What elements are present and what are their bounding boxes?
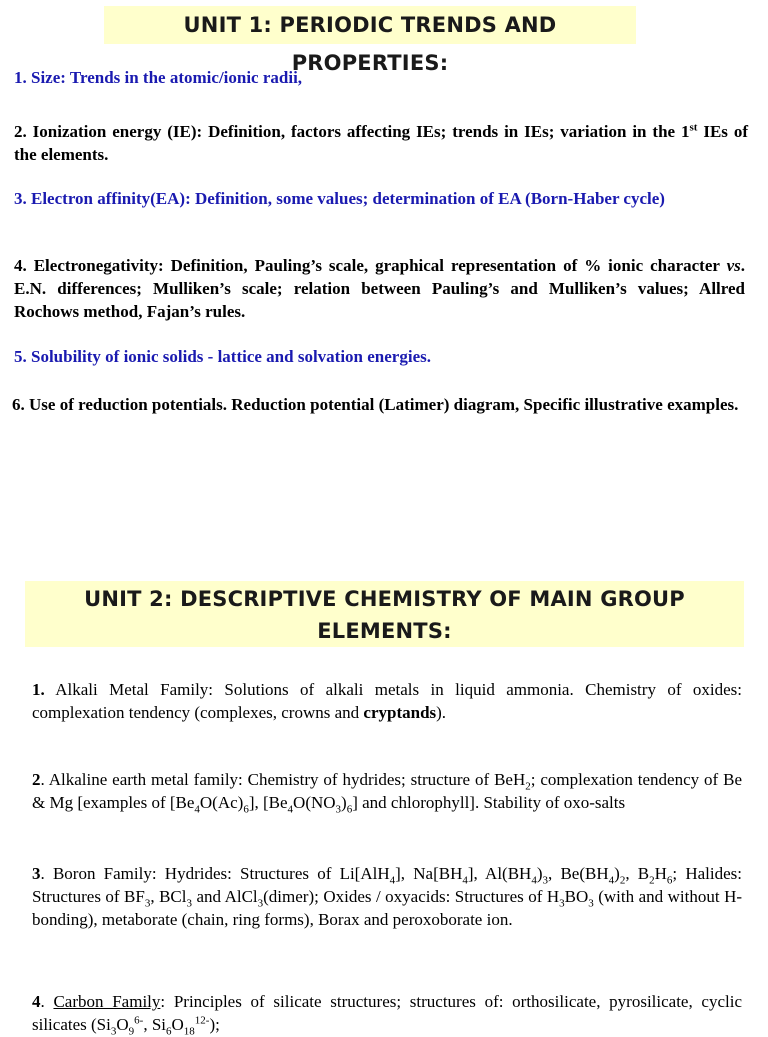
unit2-item-2-text: ], [Be [248,793,288,812]
unit1-item-1-text: 1. Size: Trends in the atomic/ionic radii, [14,68,303,87]
unit2-item-3-sub: 4 [389,874,396,887]
unit2-title-banner [25,581,744,647]
unit2-item-4-text: . [40,992,54,1011]
unit2-item-3-text: and AlCl [192,887,258,906]
unit1-item-5 [14,345,754,368]
unit2-item-2-sub: 2 [525,780,531,793]
unit1-item-4 [14,254,745,323]
unit2-item-2-text: . Alkaline earth metal family: Chemistry of hydrides; structure of BeH [40,770,526,789]
unit1-item-5-text: 5. Solubility of ionic solids - lattice and solvation energies. [14,347,431,366]
unit2-item-2-text: O(NO [293,793,336,812]
unit2-item-2-num: 2 [32,770,41,789]
unit2-item-3-text: BO [564,887,589,906]
unit2-item-3-text: ) [614,864,620,883]
unit2-item-2-text: O(Ac) [199,793,244,812]
unit2-item-1-num: 1. [32,680,45,699]
unit2-item-2-text: ] and chlorophyll]. Stability of oxo-salts [352,793,626,812]
unit2-item-2-sub: 6 [243,803,249,816]
unit1-item-4-text-a: 4. Electronegativity: Definition, Pauling’s scale, graphical representation of % ionic character [14,256,727,275]
unit2-item-4-text: , Si [143,1015,166,1034]
unit1-title-banner [104,6,636,75]
unit1-item-6-text: 6. Use of reduction potentials. Reduction potential (Latimer) diagram, Specific illustrative examples. [12,395,739,414]
unit1-item-2-text-a: 2. Ionization energy (IE): Definition, factors affecting IEs; trends in IEs; variation in the 1 [14,122,690,141]
unit2-item-4-text: : Principles of silicate structures; structures of: orthosilicate, pyrosilicate, cyclic silicates (Si [32,992,743,1034]
unit2-item-4-sub: 9 [128,1025,135,1037]
unit2-item-3-text: (dimer); Oxides / oxyacids: Structures of H [263,887,560,906]
unit2-item-3-sub: 4 [531,874,537,887]
unit2-item-3-sub: 3 [588,897,594,910]
unit2-item-2 [32,768,742,814]
unit2-item-1 [32,678,742,724]
unit2-item-3 [32,862,742,931]
unit2-item-4-text: O [171,1015,184,1034]
unit2-item-2-sub: 6 [346,803,353,816]
unit2-item-4-sub: 6 [166,1025,172,1037]
unit2-item-4 [32,990,742,1036]
unit2-item-3-text: ) [536,864,543,883]
unit2-item-3-text: , B [625,864,650,883]
unit2-item-1-text-b: ). [436,703,447,722]
unit2-item-3-text: . Boron Family: Hydrides: Structures of Li[AlH [40,864,390,883]
unit2-item-3-sub: 3 [257,897,264,910]
unit2-item-1-bold: cryptands [363,703,437,722]
unit2-item-3-text: ], Al(BH [467,864,532,883]
unit2-item-2-sub: 4 [287,803,294,816]
unit2-item-3-sub: 6 [666,874,673,887]
unit2-item-3-text: , Be(BH [548,864,609,883]
unit2-item-1-text-a: Alkali Metal Family: Solutions of alkali metals in liquid ammonia. Chemistry of oxides: complexation tendency (complexes, crowns and [32,680,742,722]
unit1-item-3 [14,187,748,210]
unit2-title-line1: UNIT 2: DESCRIPTIVE CHEMISTRY OF MAIN GROUP [84,587,685,611]
unit2-item-4-sub: 3 [110,1025,117,1037]
unit2-item-3-text: ], Na[BH [395,864,463,883]
unit2-item-4-text: ); [209,1015,220,1034]
unit2-item-3-sub: 3 [144,897,151,910]
unit2-item-3-sub: 3 [542,874,548,887]
unit1-item-2-sup: st [689,121,698,134]
unit2-item-3-sub: 4 [608,874,615,887]
unit2-item-3-sub: 2 [619,874,626,887]
unit1-item-3-text: 3. Electron affinity(EA): Definition, some values; determination of EA (Born-Haber cycle) [14,189,665,208]
unit2-item-3-num: 3 [32,864,41,883]
unit2-item-3-text: , BCl [150,887,187,906]
unit2-item-4-sup: 12- [194,1014,210,1027]
unit1-item-4-text-b: . E.N. differences; Mulliken’s scale; relation between Pauling’s and Mulliken’s values; Allred Rochows method, Fajan’s rules. [14,256,745,321]
unit1-item-1 [14,66,754,89]
unit1-item-2-text-b: IEs of the elements. [14,122,748,164]
unit2-item-4-num: 4 [32,992,41,1011]
unit2-item-3-text: (with and without H-bonding), metaborate (chain, ring forms), Borax and peroxoborate ion. [32,887,743,929]
unit1-title: UNIT 1: PERIODIC TRENDS AND PROPERTIES: [183,13,557,75]
unit2-item-4-sub: 18 [183,1025,195,1037]
unit2-item-3-text: ; Halides: Structures of BF [32,864,742,906]
unit2-item-2-text: ; complexation tendency of Be & Mg [examples of [Be [32,770,742,812]
unit2-item-3-text: H [654,864,667,883]
unit2-item-3-sub: 3 [186,897,192,910]
unit1-item-4-vs: vs [726,256,741,275]
unit1-item-2 [14,120,748,166]
unit2-title-line2: ELEMENTS: [317,619,452,643]
unit2-item-2-sub: 4 [194,803,200,816]
unit2-item-4-text: O [116,1015,129,1034]
unit2-item-2-sub: 3 [335,803,342,816]
unit1-item-6 [8,393,748,416]
unit2-item-3-sub: 4 [462,874,468,887]
unit2-item-2-text: ) [341,793,347,812]
carbon-family-link[interactable]: Carbon Family [53,992,161,1011]
unit2-item-3-sub: 3 [559,897,565,910]
unit2-item-4-sup: 6- [134,1014,144,1027]
unit2-item-3-sub: 2 [649,874,655,887]
